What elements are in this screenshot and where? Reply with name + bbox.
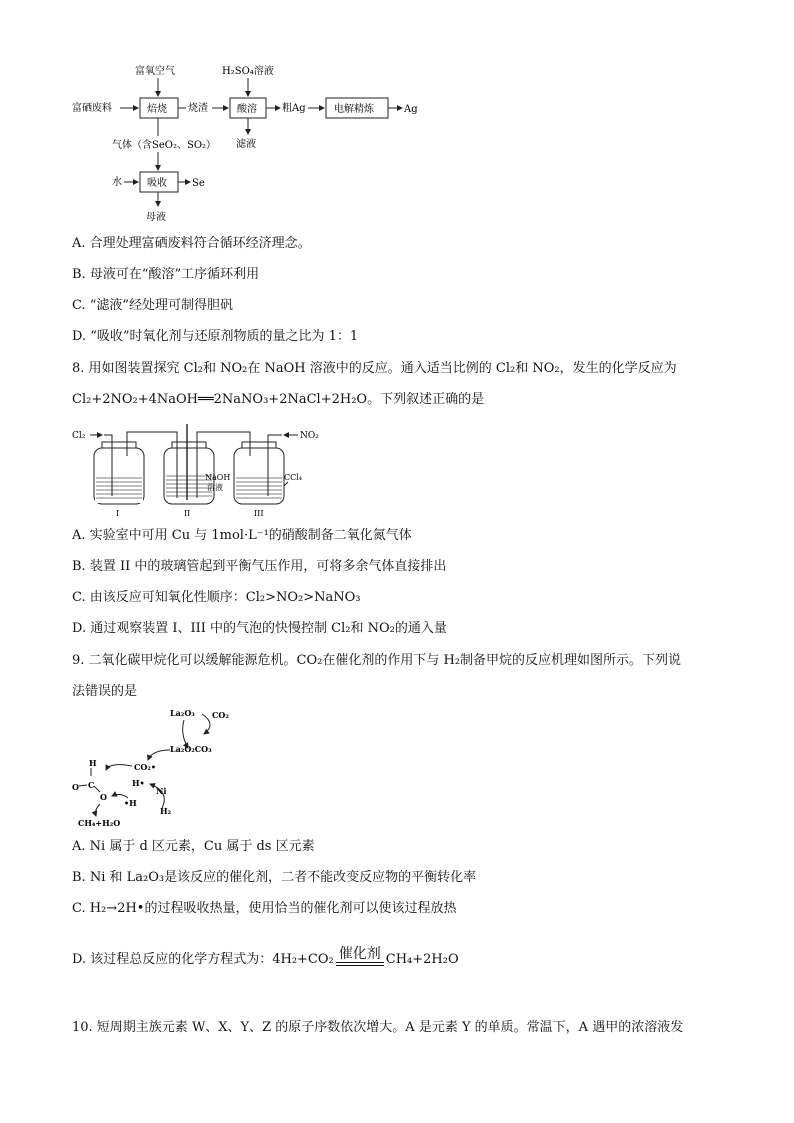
q10-stem-line1: 10. 短周期主族元素 W、X、Y、Z 的原子序数依次增大。A 是元素 Y 的单质。常温下，A 遇甲的浓溶液发 <box>72 1020 684 1035</box>
h2so4-label: H₂SO₄溶液 <box>222 66 274 77</box>
ccl4-label: CCl₄ <box>284 473 303 482</box>
ni-label: Ni <box>156 786 167 796</box>
q9-option-c: C. H₂→2H•的过程吸收热量，使用恰当的催化剂可以使该过程放热 <box>72 901 457 916</box>
absorb-label: 吸收 <box>147 178 167 189</box>
formate-o2-label: O <box>100 792 107 802</box>
residue-label: 烧渣 <box>188 103 208 114</box>
bottle-2-label: II <box>184 509 191 518</box>
q7-option-d: D. “吸收”时氧化剂与还原剂物质的量之比为 1：1 <box>72 329 359 344</box>
se-label: Se <box>192 178 205 189</box>
roast-label: 焙烧 <box>147 104 167 115</box>
filtrate-label: 滤液 <box>236 139 256 150</box>
acid-dissolve-label: 酸溶 <box>237 104 257 115</box>
q9-option-b: B. Ni 和 La₂O₃是该反应的催化剂，二者不能改变反应物的平衡转化率 <box>72 870 477 885</box>
q7-option-b: B. 母液可在“酸溶”工序循环利用 <box>72 267 260 282</box>
bottle-3-label: III <box>254 509 264 518</box>
formate-c-label: C <box>88 780 95 790</box>
formate-h-label: H <box>89 758 97 768</box>
crude-ag-label: 粗Ag <box>282 103 306 114</box>
q9-stem-line1: 9. 二氧化碳甲烷化可以缓解能源危机。CO₂在催化剂的作用下与 H₂制备甲烷的反应机理如图所示。下列说 <box>72 653 682 668</box>
la2o3-label: La₂O₃ <box>170 708 195 718</box>
q8-stem-line2: Cl₂+2NO₂+4NaOH══2NaNO₃+2NaCl+2H₂O。下列叙述正确的是 <box>72 392 485 407</box>
q9-stem-line2: 法错误的是 <box>72 684 138 699</box>
gas-bottle-apparatus <box>72 420 332 520</box>
catalyst-label: 催化剂 <box>338 946 381 962</box>
q9-option-d-suffix: CH₄+2H₂O <box>385 952 459 967</box>
h2-label: H₂ <box>160 806 172 816</box>
electrolysis-label: 电解精炼 <box>334 104 374 115</box>
q7-option-c: C. “滤液”经处理可制得胆矾 <box>72 298 234 313</box>
q9-option-d <box>72 948 459 968</box>
q8-option-a: A. 实验室中可用 Cu 与 1mol·L⁻¹的硝酸制备二氧化氮气体 <box>72 528 412 543</box>
q8-stem-line1: 8. 用如图装置探究 Cl₂和 NO₂在 NaOH 溶液中的反应。通入适当比例的 Cl₂和 NO₂，发生的化学反应为 <box>72 361 677 376</box>
bottle-1-label: I <box>116 509 120 518</box>
water-label: 水 <box>112 177 122 188</box>
flowchart-figure <box>60 58 440 228</box>
ag-label: Ag <box>404 104 418 115</box>
feed-label: 富硒废料 <box>72 103 112 114</box>
q9-option-d-prefix: D. 该过程总反应的化学方程式为：4H₂+CO₂ <box>72 952 334 967</box>
formate-o-label: O <box>72 782 79 792</box>
no2-inlet-label: NO₂ <box>300 431 319 441</box>
cl2-inlet-label: Cl₂ <box>72 431 86 441</box>
q7-option-a: A. 合理处理富硒废料符合循环经济理念。 <box>72 236 311 251</box>
q8-option-c: C. 由该反应可知氧化性顺序：Cl₂>NO₂>NaNO₃ <box>72 590 361 605</box>
solution-label: 溶液 <box>207 483 223 492</box>
double-line <box>336 962 384 966</box>
q8-option-b: B. 装置 II 中的玻璃管起到平衡气压作用，可将多余气体直接排出 <box>72 559 447 574</box>
la2o2co3-label: La₂O₂CO₃ <box>170 744 212 754</box>
mother-liquor-label: 母液 <box>146 212 166 223</box>
rich-air-label: 富氧空气 <box>135 66 175 77</box>
catalyst-arrow <box>336 946 384 966</box>
q8-option-d: D. 通过观察装置 I、III 中的气泡的快慢控制 Cl₂和 NO₂的通入量 <box>72 621 447 636</box>
naoh-label: NaOH <box>205 473 231 482</box>
co2-radical-label: CO₂• <box>134 762 156 772</box>
co2-label: CO₂ <box>212 710 229 720</box>
gas-label: 气体（含SeO₂、SO₂） <box>112 140 217 151</box>
q9-option-a: A. Ni 属于 d 区元素，Cu 属于 ds 区元素 <box>72 839 315 854</box>
products-label: CH₄+H₂O <box>78 818 121 828</box>
h-radical-label: H• <box>132 778 145 788</box>
mechanism-diagram <box>72 704 242 832</box>
h-dot-label: •H <box>124 798 137 808</box>
